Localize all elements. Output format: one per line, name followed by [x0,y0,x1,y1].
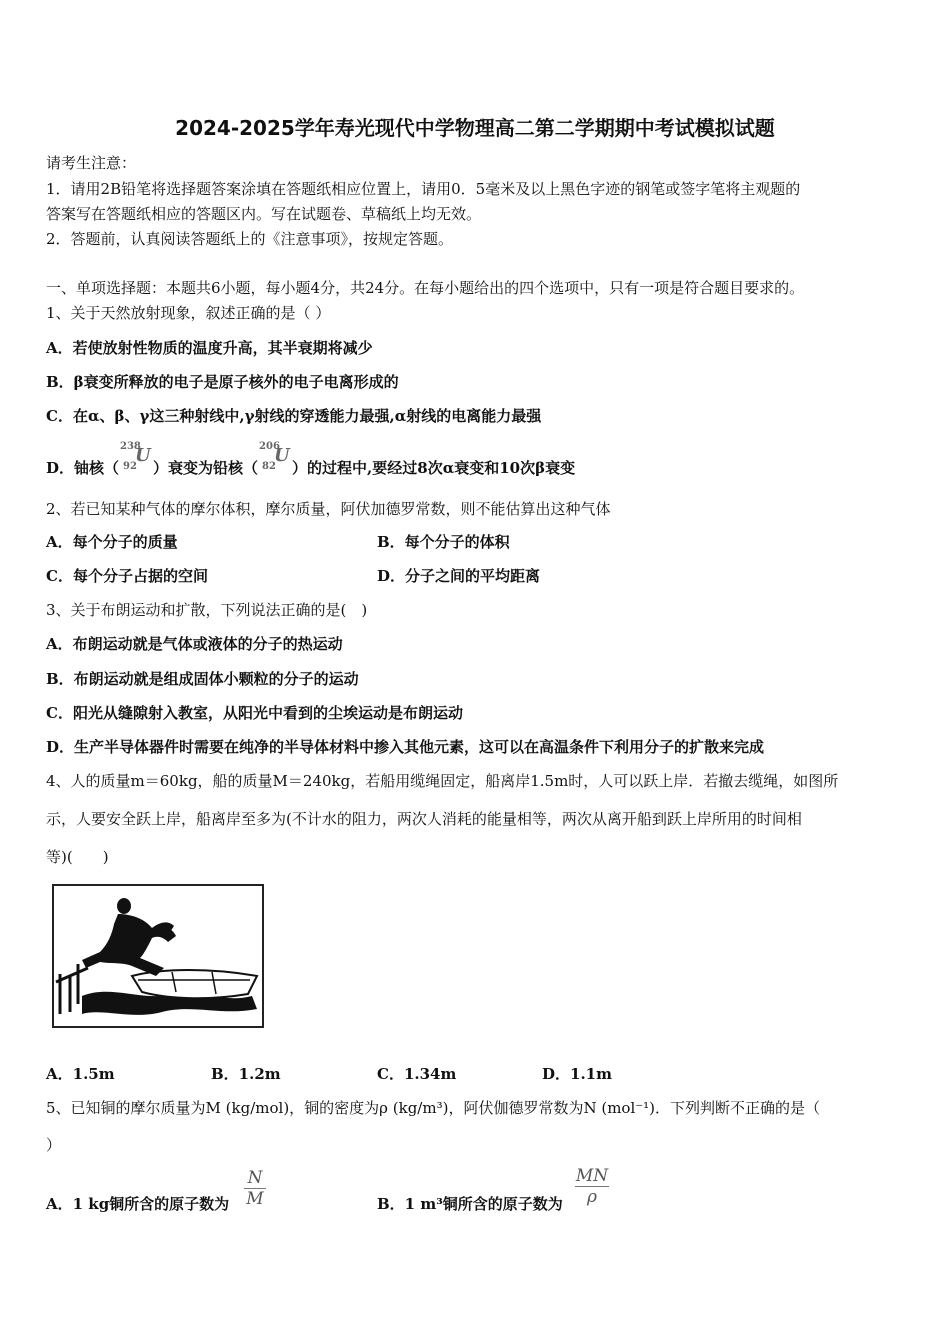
q4-option-a: A．1.5m [46,1065,115,1083]
q1-stem: 1、关于天然放射现象，叙述正确的是（ ） [46,304,331,322]
q2-option-c: C．每个分子占据的空间 [46,567,208,585]
q1-option-c: C．在α、β、γ这三种射线中,γ射线的穿透能力最强,α射线的电离能力最强 [46,407,542,425]
notice-line-1: 1．请用2B铅笔将选择题答案涂填在答题纸相应位置上，请用0．5毫米及以上黑色字迹的钢笔或签字笔将主观题的 [46,180,801,198]
nuclide2-mass: 206 [259,441,280,452]
page-title: 2024-2025学年寿光现代中学物理高二第二学期期中考试模拟试题 [175,116,775,140]
q5-stem-line-1: 5、已知铜的摩尔质量为M (kg/mol)，铜的密度为ρ (kg/m³)，阿伏伽德罗常数为N (mol⁻¹)．下列判断不正确的是（ [46,1099,821,1117]
q4-stem-line-3: 等)( ) [46,848,109,866]
nuclide2-atomic: 82 [262,461,276,472]
lead-nuclide [258,441,292,481]
q4-option-c: C．1.34m [377,1065,457,1083]
q3-option-a: A．布朗运动就是气体或液体的分子的热运动 [46,635,343,653]
q4-option-b: B．1.2m [211,1065,281,1083]
section-heading: 一、单项选择题：本题共6小题，每小题4分，共24分。在每小题给出的四个选项中，只有一项是符合题目要求的。 [46,279,805,297]
uranium-nuclide [119,441,153,481]
boat-jump-figure [52,884,264,1028]
q1-option-b: B．β衰变所释放的电子是原子核外的电子电离形成的 [46,373,399,391]
nuclide1-atomic: 92 [123,461,137,472]
nuclide1-mass: 238 [120,441,141,452]
q3-stem: 3、关于布朗运动和扩散，下列说法正确的是( ) [46,601,368,619]
q1-d-text-1: D．铀核（ [46,459,120,477]
notice-heading: 请考生注意： [46,154,137,172]
q3-option-b: B．布朗运动就是组成固体小颗粒的分子的运动 [46,670,359,688]
q5-b-fraction [574,1166,610,1207]
q5-option-b: B．1 m³铜所含的原子数为 [377,1195,563,1213]
q1-option-a: A．若使放射性物质的温度升高，其半衰期将减少 [46,339,373,357]
nuclide1-symbol: U [135,445,151,466]
boat [132,970,257,998]
q1-option-d [46,441,576,481]
q2-option-d: D．分子之间的平均距离 [377,567,541,585]
notice-line-3: 2．答题前，认真阅读答题纸上的《注意事项》，按规定答题。 [46,230,454,248]
q5-a-numerator: N [247,1168,263,1188]
q2-option-a: A．每个分子的质量 [46,533,178,551]
notice-line-2: 答案写在答题纸相应的答题区内。写在试题卷、草稿纸上均无效。 [46,205,482,223]
q5-stem-line-2: ） [46,1136,62,1154]
q3-option-d: D．生产半导体器件时需要在纯净的半导体材料中掺入其他元素，这可以在高温条件下利用分子的扩散来完成 [46,738,765,756]
q4-stem-line-2: 示，人要安全跃上岸，船离岸至多为(不计水的阻力，两次人消耗的能量相等，两次从离开船到跃上岸所用的时间相 [46,810,802,828]
q5-a-denominator: M [246,1189,264,1209]
q5-option-a: A．1 kg铜所含的原子数为 [46,1195,230,1213]
q2-option-b: B．每个分子的体积 [377,533,510,551]
nuclide2-symbol: U [274,445,290,466]
q3-option-c: C．阳光从缝隙射入教室，从阳光中看到的尘埃运动是布朗运动 [46,704,463,722]
q5-b-denominator: ρ [587,1187,597,1207]
q4-option-d: D．1.1m [542,1065,612,1083]
q2-stem: 2、若已知某种气体的摩尔体积，摩尔质量，阿伏加德罗常数，则不能估算出这种气体 [46,500,611,518]
q1-d-text-3: ）的过程中,要经过8次α衰变和10次β衰变 [292,459,576,477]
q5-b-numerator: MN [575,1166,609,1186]
q5-a-fraction [242,1168,268,1209]
q1-d-text-2: ）衰变为铅核（ [153,459,259,477]
q4-stem-line-1: 4、人的质量m＝60kg，船的质量M＝240kg，若船用缆绳固定，船离岸1.5m时，人可以跃上岸．若撤去缆绳，如图所 [46,772,839,790]
